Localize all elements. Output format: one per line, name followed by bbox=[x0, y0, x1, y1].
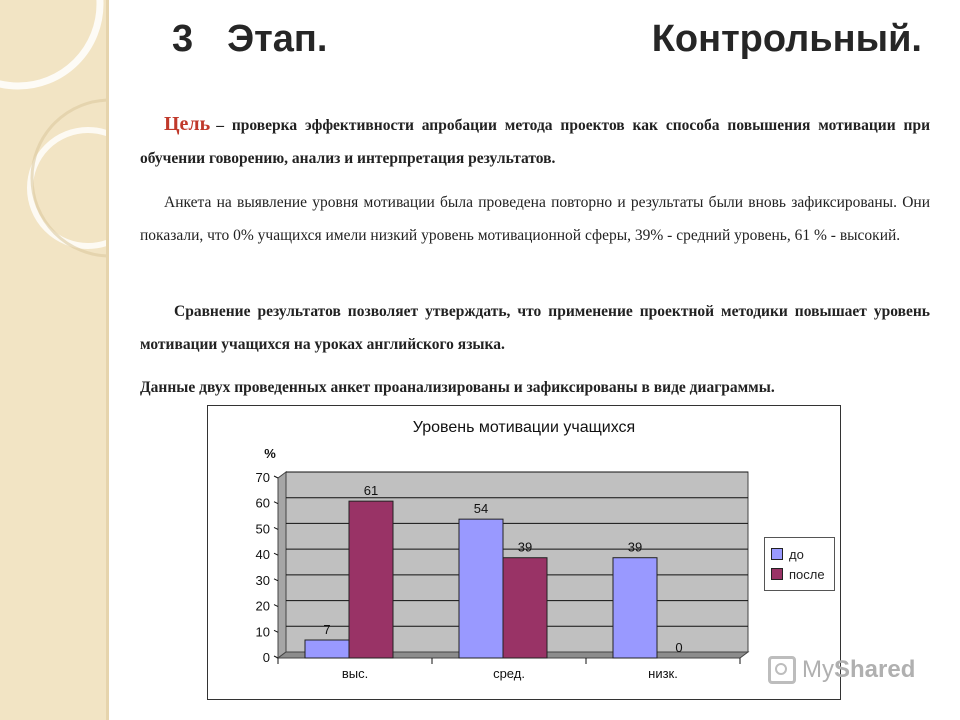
watermark-prefix: My bbox=[802, 656, 834, 683]
data-label: 0 bbox=[675, 640, 683, 655]
decorative-side-band bbox=[0, 0, 109, 720]
legend-item-before bbox=[771, 546, 804, 562]
watermark-icon bbox=[768, 656, 796, 684]
y-tick-label: 20 bbox=[255, 598, 270, 614]
motivation-chart bbox=[207, 405, 841, 700]
y-tick-mark bbox=[274, 553, 278, 555]
y-tick-label: 70 bbox=[255, 470, 270, 485]
legend-swatch-after bbox=[771, 568, 783, 580]
stage-number: 3 bbox=[172, 18, 194, 60]
x-tick-label: низк. bbox=[648, 666, 678, 681]
y-tick-label: 50 bbox=[255, 521, 270, 537]
y-tick-mark bbox=[274, 605, 278, 607]
y-tick-mark bbox=[274, 579, 278, 581]
legend-item-after bbox=[771, 566, 825, 582]
bar-after bbox=[349, 501, 393, 658]
chart-legend bbox=[764, 537, 835, 591]
legend-label-after: после bbox=[789, 566, 825, 582]
y-tick-mark bbox=[274, 527, 278, 529]
bar-before bbox=[459, 519, 503, 658]
watermark bbox=[768, 656, 915, 684]
y-tick-mark bbox=[274, 630, 278, 632]
goal-paragraph bbox=[140, 108, 930, 175]
stage-heading bbox=[172, 18, 327, 61]
data-label: 61 bbox=[363, 483, 379, 499]
bar-before bbox=[305, 640, 349, 658]
x-tick-label: сред. bbox=[493, 666, 525, 681]
y-tick-label: 40 bbox=[255, 547, 270, 563]
bar-after bbox=[503, 558, 547, 658]
y-tick-label: 60 bbox=[255, 495, 270, 511]
decorative-rings bbox=[0, 0, 106, 720]
x-tick-label: выс. bbox=[341, 666, 369, 681]
y-tick-mark bbox=[274, 656, 278, 658]
data-label: 39 bbox=[517, 539, 533, 555]
goal-text: – проверка эффективности апробации метода проектов как способа повышения мотивации при обучении говорению, анализ и интерпретация результатов. bbox=[140, 117, 930, 167]
stage-name: Контрольный. bbox=[651, 18, 922, 60]
chart-title: Уровень мотивации учащихся bbox=[412, 419, 636, 436]
stage-label: Этап. bbox=[227, 18, 328, 60]
data-label: 54 bbox=[473, 501, 489, 517]
y-tick-mark bbox=[274, 502, 278, 504]
y-axis-label: % bbox=[264, 446, 276, 461]
y-tick-label: 10 bbox=[255, 624, 270, 640]
watermark-suffix: Shared bbox=[834, 656, 916, 683]
legend-swatch-before bbox=[771, 548, 783, 560]
comparison-paragraph: Сравнение результатов позволяет утверждать, что применение проектной методики повышает уровень мотивации учащихся на уроках английского языка. bbox=[140, 303, 930, 353]
y-tick-label: 0 bbox=[262, 650, 270, 665]
chart-canvas bbox=[208, 406, 840, 699]
legend-label-before: до bbox=[789, 546, 804, 562]
y-tick-mark bbox=[274, 476, 278, 478]
diagram-note-paragraph: Данные двух проведенных анкет проанализированы и зафиксированы в виде диаграммы. bbox=[140, 379, 775, 396]
goal-label: Цель bbox=[164, 113, 211, 135]
data-label: 7 bbox=[323, 622, 331, 637]
y-tick-label: 30 bbox=[255, 572, 270, 588]
plot-side-wall bbox=[278, 472, 286, 658]
data-label: 39 bbox=[627, 539, 643, 555]
survey-paragraph: Анкета на выявление уровня мотивации была проведена повторно и результаты были вновь зафиксированы. Они показали, что 0% учащихся имели низкий уровень мотивационной сферы, 39% - средний уровень, 61 % - высокий. bbox=[140, 194, 930, 244]
bar-before bbox=[613, 558, 657, 658]
